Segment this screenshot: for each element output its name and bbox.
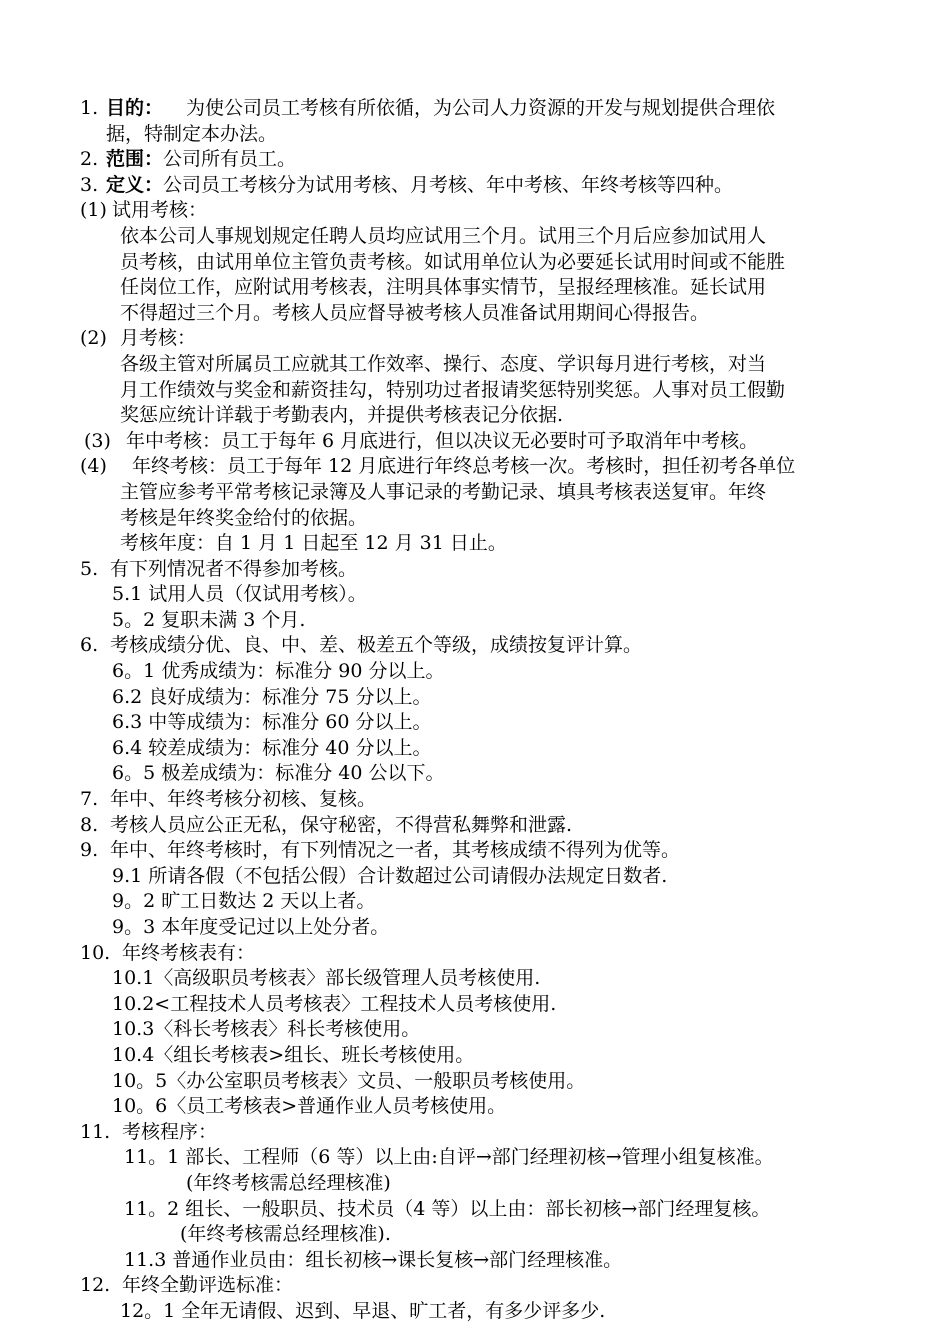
list-item-text: 10.2<工程技术人员考核表〉工程技术人员考核使用.: [112, 992, 557, 1015]
section-3-definition: [0, 173, 950, 199]
section-6: [0, 633, 950, 659]
section-9: [0, 838, 950, 864]
definition-1-line: [0, 250, 950, 276]
section-5: [0, 557, 950, 583]
section-number: 10.: [80, 941, 111, 964]
section-number: 7.: [80, 788, 99, 811]
list-item: [0, 1017, 950, 1043]
paragraph-line: 员考核，由试用单位主管负责考核。如试用单位认为必要延长试用时间或不能胜: [120, 250, 786, 273]
definition-2-line: [0, 352, 950, 378]
section-8: [0, 813, 950, 839]
paragraph-line: 不得超过三个月。考核人员应督导被考核人员准备试用期间心得报告。: [120, 301, 710, 324]
definition-heading: 月考核：: [120, 327, 197, 350]
list-item-text: 9。2 旷工日数达 2 天以上者。: [112, 890, 376, 913]
section-number: 6.: [80, 634, 99, 657]
section-label: 范围：: [106, 148, 164, 171]
list-item: [0, 1094, 950, 1120]
definition-4-line: [0, 531, 950, 557]
list-item: [0, 710, 950, 736]
definition-text: 年终考核：员工于每年 12 月底进行年终总考核一次。考核时，担任初考各单位: [132, 455, 796, 478]
section-label: 目的：: [106, 97, 164, 119]
section-10: [0, 941, 950, 967]
section-text: 公司员工考核分为试用考核、月考核、年中考核、年终考核等四种。: [163, 173, 734, 196]
section-text: 有下列情况者不得参加考核。: [110, 557, 358, 580]
list-item-text: 10。5〈办公室职员考核表〉文员、一般职员考核使用。: [112, 1069, 586, 1092]
definition-heading: 试用考核：: [112, 199, 208, 222]
section-number: 9.: [80, 839, 99, 862]
list-item-text: 6.2 良好成绩为：标准分 75 分以上。: [112, 685, 432, 708]
list-item: [0, 1069, 950, 1095]
section-number: 3.: [80, 173, 99, 196]
definition-1-heading: [0, 198, 950, 224]
list-item: [0, 889, 950, 915]
definition-2-heading: [0, 326, 950, 352]
section-number: 12.: [80, 1274, 111, 1297]
list-item-text: 9.1 所请各假（不包括公假）合计数超过公司请假办法规定日数者.: [112, 864, 668, 887]
definition-text: 年中考核：员工于每年 6 月底进行，但以决议无必要时可予取消年中考核。: [126, 429, 759, 452]
list-item: [0, 736, 950, 762]
paragraph-line: 月工作绩效与奖金和薪资挂勾，特别功过者报请奖惩特别奖惩。人事对员工假勤: [120, 378, 786, 401]
list-item-note: (年终考核需总经理核准): [186, 1171, 391, 1194]
list-item-text: 11。1 部长、工程师（6 等）以上由:自评→部门经理初核→管理小组复核准。: [124, 1146, 774, 1169]
paragraph-line: 奖惩应统计详载于考勤表内，并提供考核表记分依据.: [120, 404, 564, 427]
section-11: [0, 1120, 950, 1146]
definition-2-line: [0, 378, 950, 404]
section-number: 5.: [80, 557, 99, 580]
list-item-cont: [0, 1171, 950, 1197]
list-item: [0, 864, 950, 890]
section-text: 年中、年终考核时，有下列情况之一者，其考核成绩不得列为优等。: [110, 839, 681, 862]
list-item-text: 10。6〈员工考核表>普通作业人员考核使用。: [112, 1095, 507, 1118]
section-number: 11.: [80, 1120, 111, 1143]
section-text: 年中、年终考核分初核、复核。: [110, 788, 377, 811]
section-text: 为使公司员工考核有所依循，为公司人力资源的开发与规划提供合理依: [186, 97, 776, 119]
list-item: [0, 685, 950, 711]
section-12: [0, 1273, 950, 1299]
paragraph-line: 考核年度：自 1 月 1 日起至 12 月 31 日止。: [120, 532, 507, 555]
definition-1-line: [0, 275, 950, 301]
list-item: [0, 761, 950, 787]
section-number: 2.: [80, 148, 99, 171]
document-body: [0, 96, 950, 1325]
definition-number: (3): [84, 429, 111, 452]
list-item: [0, 1248, 950, 1274]
list-item-text: 11。2 组长、一般职员、技术员（4 等）以上由：部长初核→部门经理复核。: [124, 1197, 771, 1220]
list-item-text: 9。3 本年度受记过以上处分者。: [112, 916, 390, 938]
definition-3: [0, 429, 950, 455]
section-text: 年终考核表有：: [122, 941, 256, 964]
list-item-text: 6。5 极差成绩为：标准分 40 公以下。: [112, 762, 445, 785]
list-item: [0, 1043, 950, 1069]
section-number: 1.: [80, 97, 99, 119]
paragraph-line: 任岗位工作，应附试用考核表，注明具体事实情节，呈报经理核准。延长试用: [120, 276, 767, 299]
section-label: 定义：: [106, 173, 164, 196]
section-7: [0, 787, 950, 813]
paragraph-line: 各级主管对所属员工应就其工作效率、操行、态度、学识每月进行考核，对当: [120, 352, 767, 375]
paragraph-line: 依本公司人事规划规定任聘人员均应试用三个月。试用三个月后应参加试用人: [120, 224, 767, 247]
section-text: 考核人员应公正无私，保守秘密，不得营私舞弊和泄露.: [110, 813, 573, 836]
section-number: 8.: [80, 813, 99, 836]
list-item: [0, 659, 950, 685]
definition-2-line: [0, 403, 950, 429]
list-item: [0, 608, 950, 634]
list-item-text: 6.4 较差成绩为：标准分 40 分以上。: [112, 736, 432, 759]
paragraph-line: 主管应参考平常考核记录簿及人事记录的考勤记录、填具考核表送复审。年终: [120, 480, 767, 503]
section-text: 公司所有员工。: [163, 148, 297, 171]
list-item: [0, 582, 950, 608]
definition-4-line: [0, 480, 950, 506]
section-text: 年终全勤评选标准：: [122, 1274, 294, 1297]
definition-number: (4): [80, 455, 107, 478]
section-1-purpose: [0, 96, 950, 122]
list-item-text: 6.3 中等成绩为：标准分 60 分以上。: [112, 711, 432, 734]
list-item-text: 10.4〈组长考核表>组长、班长考核使用。: [112, 1043, 475, 1066]
list-item-text: 10.1〈高级职员考核表〉部长级管理人员考核使用.: [112, 967, 541, 990]
list-item: [0, 1299, 950, 1325]
paragraph-line: 考核是年终奖金给付的依据。: [120, 506, 368, 529]
list-item-cont: [0, 1222, 950, 1248]
definition-4: [0, 454, 950, 480]
list-item-text: 11.3 普通作业员由：组长初核→课长复核→部门经理核准。: [124, 1248, 623, 1271]
section-text: 考核程序：: [122, 1120, 218, 1143]
section-1-continued: [0, 122, 950, 148]
section-text: 考核成绩分优、良、中、差、极差五个等级，成绩按复评计算。: [110, 634, 643, 657]
definition-number: (1): [80, 199, 107, 222]
list-item-text: 5。2 复职未满 3 个月.: [112, 608, 306, 631]
list-item: [0, 992, 950, 1018]
list-item-text: 6。1 优秀成绩为：标准分 90 分以上。: [112, 660, 445, 683]
list-item-text: 5.1 试用人员（仅试用考核）。: [112, 583, 367, 606]
definition-number: (2): [80, 327, 107, 350]
definition-4-line: [0, 506, 950, 532]
list-item: [0, 966, 950, 992]
definition-1-line: [0, 224, 950, 250]
list-item-text: 10.3〈科长考核表〉科长考核使用。: [112, 1018, 421, 1041]
section-2-scope: [0, 147, 950, 173]
list-item: [0, 1145, 950, 1171]
list-item-note: (年终考核需总经理核准).: [180, 1223, 391, 1246]
list-item: [0, 1197, 950, 1223]
definition-1-line: [0, 301, 950, 327]
list-item-text: 12。1 全年无请假、迟到、早退、旷工者，有多少评多少.: [120, 1299, 606, 1322]
section-text-cont: 据，特制定本办法。: [106, 122, 278, 145]
list-item: [0, 915, 950, 941]
